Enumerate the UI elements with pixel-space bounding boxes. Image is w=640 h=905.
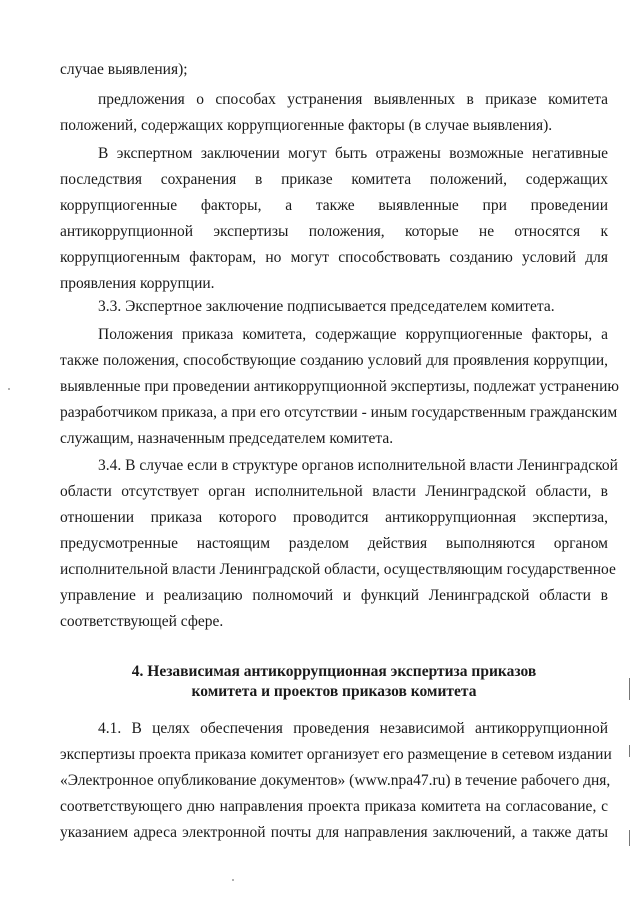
text-line: случае выявления); [60, 61, 188, 78]
text-line: коррупциогенным факторам, но могут способствовать созданию условий для [60, 249, 608, 266]
text-line: соответствующего дню направления проекта приказа комитета на согласование, с [60, 798, 608, 815]
text-line: указанием адреса электронной почты для направления заключений, а также даты [60, 824, 608, 841]
text-line: В экспертном заключении могут быть отражены возможные негативные [98, 145, 608, 162]
text-line: «Электронное опубликование документов» (www.npa47.ru) в течение рабочего дня, [60, 772, 611, 789]
text-line: проявления коррупции. [60, 275, 215, 292]
text-line: коррупциогенные факторы, а также выявленные при проведении [60, 197, 608, 214]
text-line: положений, содержащих коррупциогенные факторы (в случае выявления). [60, 117, 553, 134]
text-line: служащим, назначенным председателем комитета. [60, 430, 394, 447]
text-line: предусмотренные настоящим разделом действия выполняются органом [60, 535, 608, 552]
text-line: отношении приказа которого проводится антикоррупционная экспертиза, [60, 509, 608, 526]
text-line: также положения, способствующие созданию условий для проявления коррупции, [60, 352, 608, 369]
text-line: Положения приказа комитета, содержащие коррупциогенные факторы, а [98, 326, 608, 343]
text-line: предложения о способах устранения выявленных в приказе комитета [98, 91, 608, 108]
scan-artifact [8, 388, 10, 390]
text-line: 3.4. В случае если в структуре органов исполнительной власти Ленинградской [98, 457, 618, 474]
text-line: выявленные при проведении антикоррупционной экспертизы, подлежат устранению [60, 378, 619, 395]
text-line: антикоррупционной экспертизы положения, которые не относятся к [60, 223, 608, 240]
section-heading: 4. Независимая антикоррупционная экспертиза приказов [131, 663, 537, 680]
text-line: соответствующей сфере. [60, 613, 224, 630]
text-line: 4.1. В целях обеспечения проведения независимой антикоррупционной [98, 720, 608, 737]
scan-artifact [629, 830, 630, 846]
text-line: управление и реализацию полномочий и функций Ленинградской области в [60, 587, 608, 604]
text-line: разработчиком приказа, а при его отсутствии - иным государственным гражданским [60, 404, 618, 421]
scan-artifact [232, 879, 234, 881]
text-line: исполнительной власти Ленинградской области, осуществляющим государственное [60, 561, 616, 578]
section-heading: комитета и проектов приказов комитета [191, 683, 477, 700]
scan-artifact [629, 678, 630, 700]
scan-artifact [629, 745, 630, 757]
text-line: экспертизы проекта приказа комитет организует его размещение в сетевом издании [60, 746, 612, 763]
text-line: области отсутствует орган исполнительной власти Ленинградской области, в [60, 483, 608, 500]
text-line: последствия сохранения в приказе комитета положений, содержащих [60, 171, 608, 188]
text-line: 3.3. Экспертное заключение подписывается председателем комитета. [98, 298, 555, 315]
